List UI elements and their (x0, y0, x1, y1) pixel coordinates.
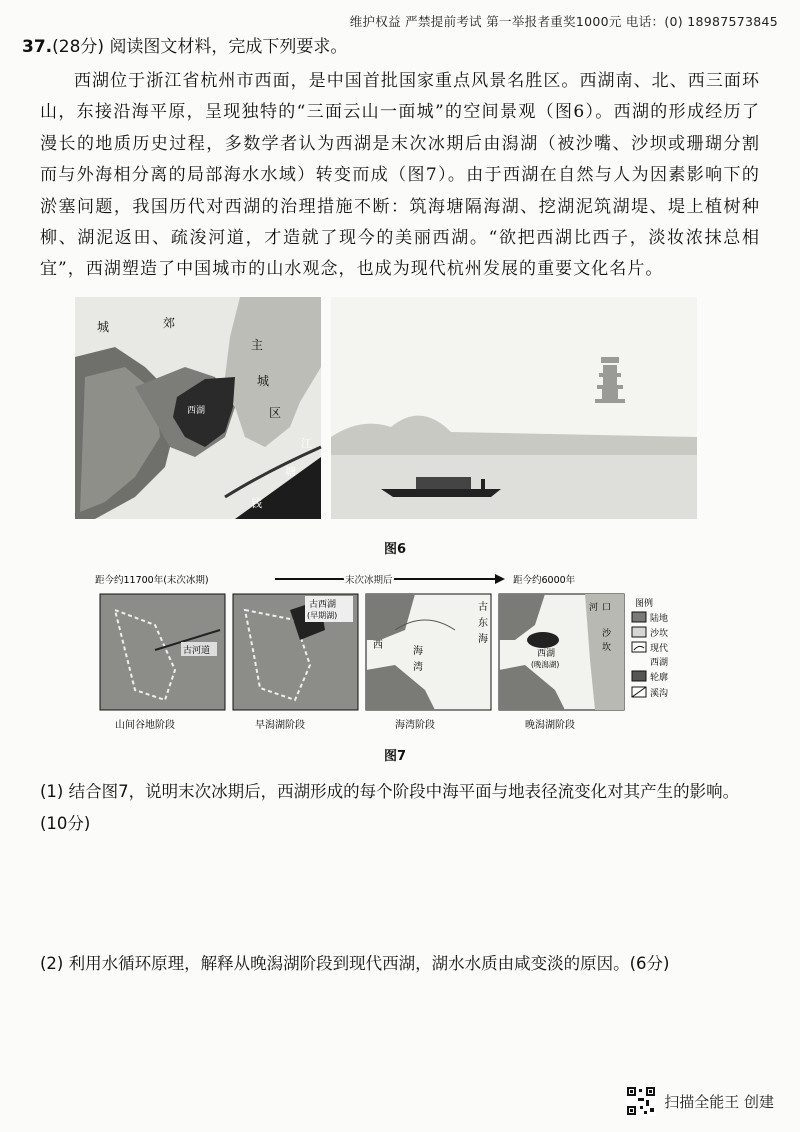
label-river-mouth-1: 河 (589, 603, 599, 613)
label-river-mouth-4: 坎 (602, 643, 612, 653)
label-west-lake: 西湖 (537, 649, 556, 659)
question-points: (28分) (52, 37, 105, 57)
footer-brand: 扫描全能王 创建 (664, 1092, 774, 1111)
map-label-river2: 塘 (285, 465, 296, 478)
label-river-mouth-2: 口 (602, 603, 612, 613)
label-old-channel: 古河道 (183, 646, 211, 656)
map-label-river3: 钱 (251, 497, 262, 510)
scanner-watermark (626, 1086, 774, 1116)
figure-7 (95, 570, 695, 740)
legend-title: 图例 (635, 599, 654, 609)
label-early-lake: 古西湖 (309, 600, 337, 610)
label-lagoon-sub: (晚潟湖) (531, 660, 560, 669)
west-lake-photo (331, 297, 697, 519)
map-label-suburb: 郊 (163, 316, 176, 330)
question-number: 37. (22, 37, 53, 57)
label-sea2: 海 (478, 634, 488, 645)
sub-question-2: (2) 利用水循环原理，解释从晚潟湖阶段到现代西湖，湖水水质由咸变淡的原因。(6分) (40, 954, 670, 973)
label-east: 东 (478, 618, 488, 629)
stage-panel-bay (366, 594, 491, 710)
reading-passage: 西湖位于浙江省杭州市西面，是中国首批国家重点风景名胜区。西湖南、北、西三面环山，东接沿海平原，呈现独特的“三面云山一面城”的空间景观（图6）。西湖的形成经历了漫长的地质历史过程，多数学者认为西湖是末次冰期后由潟湖（被沙嘴、沙坝或珊瑚分割而与外海相分离的局部海水水域）转变而成（图7）。由于西湖在自然与人为因素影响下的淤塞问题，我国历代对西湖的治理措施不断：筑海塘隔海湖、挖湖泥筑湖堤、堤上植树种柳、湖泥返田、疏浚河道，才造就了现今的美丽西湖。“欲把西湖比西子，淡妆浓抹总相宜”，西湖塑造了中国城市的山水观念，也成为现代杭州发展的重要文化名片。 (40, 71, 760, 280)
stage-label-1: 早潟湖阶段 (255, 720, 305, 731)
timeline-middle: 末次冰期后 (345, 575, 393, 586)
question-title (22, 32, 347, 57)
timeline-end: 距今约6000年 (513, 575, 576, 586)
label-xi: 西 (373, 640, 383, 651)
timeline-start: 距今约11700年(末次冰期) (95, 575, 209, 586)
legend-item-0: 陆地 (650, 614, 669, 624)
map-label-main1: 主 (251, 338, 264, 352)
legend-item-3: 西湖 (650, 658, 669, 668)
label-bay: 湾 (413, 662, 423, 673)
map-label-main2: 城 (257, 374, 270, 388)
qr-code-icon (626, 1086, 656, 1116)
stage-panel-valley (100, 594, 225, 710)
map-label-river1: 江 (301, 437, 312, 450)
figure-7-legend (632, 597, 668, 699)
legend-item-2: 现代 (650, 644, 669, 654)
legend-item-5: 溪沟 (650, 689, 669, 699)
map-label-city: 城 (97, 320, 110, 334)
label-early-lake-sub: (早期湖) (307, 611, 338, 620)
legend-item-1: 沙坎 (650, 629, 669, 639)
question-instruction: 阅读图文材料，完成下列要求。 (109, 37, 348, 57)
stage-label-2: 海湾阶段 (395, 720, 435, 731)
map-label-lake: 西湖 (187, 406, 206, 416)
label-sea: 海 (413, 646, 423, 657)
stage-panel-late-lagoon (499, 594, 624, 710)
legend-item-4: 轮廓 (650, 673, 669, 683)
figure-7-caption: 图7 (384, 749, 407, 764)
figure-6-caption: 图6 (384, 542, 407, 557)
map-label-main3: 区 (269, 406, 282, 420)
timeline-arrowhead (495, 574, 505, 584)
figure-6 (75, 297, 697, 519)
stage-label-0: 山间谷地阶段 (115, 720, 175, 731)
west-lake-city-map (75, 297, 321, 519)
label-ancient: 古 (478, 602, 488, 613)
stage-panel-early-lagoon (233, 594, 358, 710)
stage-label-3: 晚潟湖阶段 (525, 720, 575, 731)
label-river-mouth-3: 沙 (602, 629, 612, 639)
exam-header-notice: 维护权益 严禁提前考试 第一举报者重奖1000元 电话：(0) 18987573845 (349, 14, 778, 29)
sub-question-1: (1) 结合图7，说明末次冰期后，西湖形成的每个阶段中海平面与地表径流变化对其产生的影响。(10分) (40, 782, 740, 833)
